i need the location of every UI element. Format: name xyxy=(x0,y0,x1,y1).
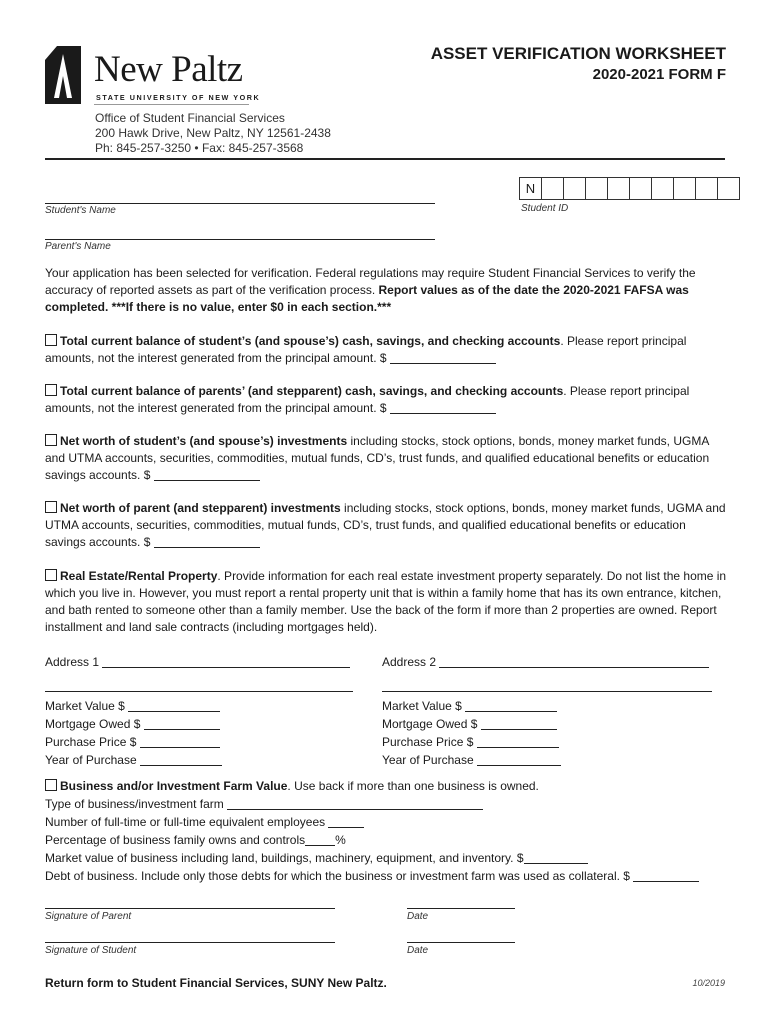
parent-date-field[interactable] xyxy=(407,898,515,909)
student-id-field[interactable] xyxy=(520,177,740,200)
parent-signature-field[interactable] xyxy=(45,898,335,909)
checkbox[interactable] xyxy=(45,779,57,791)
year-of-purchase-1-field[interactable] xyxy=(140,765,222,766)
section-text: . Please report principal amounts, not the interest generated from the principal amount. $ xyxy=(45,334,687,365)
section-heading: Real Estate/Rental Property xyxy=(60,569,218,583)
market-value-2-field[interactable] xyxy=(465,711,557,712)
student-id-prefix: N xyxy=(519,177,542,200)
section-heading: Business and/or Investment Farm Value xyxy=(60,779,288,793)
logo-name: New Paltz xyxy=(94,49,243,90)
purchase-price-1-field[interactable] xyxy=(140,747,220,748)
section-text: . Use back if more than one business is owned. xyxy=(287,779,539,793)
checkbox[interactable] xyxy=(45,384,57,396)
student-signature-label: Signature of Student xyxy=(45,945,137,956)
checkbox[interactable] xyxy=(45,334,57,346)
market-value-1-field[interactable] xyxy=(128,711,220,712)
parent-date-label: Date xyxy=(407,911,429,922)
business-debt-field[interactable] xyxy=(633,881,699,882)
form-year: 2020-2021 FORM F xyxy=(592,66,726,83)
section-heading: Total current balance of student’s (and spouse’s) cash, savings, and checking accounts xyxy=(60,334,561,348)
mortgage-owed-label: Mortgage Owed $ xyxy=(45,717,141,731)
section-heading: Net worth of student’s (and spouse’s) investments xyxy=(60,434,348,448)
address-2-label: Address 2 xyxy=(382,655,437,669)
property-1 xyxy=(45,653,353,769)
purchase-price-label: Purchase Price $ xyxy=(382,735,474,749)
parent-name-label: Parent's Name xyxy=(45,241,111,252)
student-id-digit[interactable] xyxy=(673,177,696,200)
office-line: Office of Student Financial Services xyxy=(95,111,285,125)
parent-signature-label: Signature of Parent xyxy=(45,911,132,922)
student-investments-amount[interactable] xyxy=(154,480,260,481)
new-paltz-logo-mark-icon xyxy=(45,46,81,104)
address-2-line2-field[interactable] xyxy=(382,691,712,692)
percentage-label: Percentage of business family owns and controls xyxy=(45,833,306,847)
office-line: 200 Hawk Drive, New Paltz, NY 12561-2438 xyxy=(95,126,331,140)
student-date-label: Date xyxy=(407,945,429,956)
employees-label: Number of full-time or full-time equivalent employees xyxy=(45,815,326,829)
student-id-digit[interactable] xyxy=(585,177,608,200)
mortgage-owed-1-field[interactable] xyxy=(144,729,220,730)
logo-divider xyxy=(94,104,249,105)
student-id-digit[interactable] xyxy=(717,177,740,200)
section-heading: Total current balance of parents’ (and stepparent) cash, savings, and checking accounts xyxy=(60,384,564,398)
section-business xyxy=(45,777,735,885)
year-of-purchase-2-field[interactable] xyxy=(477,765,561,766)
student-name-field[interactable] xyxy=(45,190,435,204)
header-divider xyxy=(45,158,725,160)
student-name-label: Student's Name xyxy=(45,205,116,216)
section-parent-investments xyxy=(45,500,729,551)
checkbox[interactable] xyxy=(45,501,57,513)
parent-cash-amount[interactable] xyxy=(390,413,496,414)
market-value-label: Market Value $ xyxy=(45,699,125,713)
address-1-field[interactable] xyxy=(102,667,350,668)
parent-investments-amount[interactable] xyxy=(154,547,260,548)
student-id-label: Student ID xyxy=(521,203,569,214)
student-cash-amount[interactable] xyxy=(390,363,496,364)
student-id-digit[interactable] xyxy=(541,177,564,200)
student-date-field[interactable] xyxy=(407,932,515,943)
section-text: . Provide information for each real estate investment property separately. Do not list the home in which you live in. However, you must report a rental property unit that is within a family home that has its own entrance, kitchen, and bath rented to someone other than a family member. Use the back of the form if more than 2 properties are owned. Report installment and land sale contracts (including mortgages held). xyxy=(45,569,727,634)
student-id-digit[interactable] xyxy=(607,177,630,200)
checkbox[interactable] xyxy=(45,434,57,446)
section-student-investments xyxy=(45,433,729,484)
student-id-digit[interactable] xyxy=(695,177,718,200)
business-type-field[interactable] xyxy=(227,809,483,810)
student-id-digit[interactable] xyxy=(651,177,674,200)
section-text: including stocks, stock options, bonds, money market funds, UGMA and UTMA accounts, securities, commodities, mutual funds, CD’s, trust funds, and qualified educational benefits or education savings accounts. $ xyxy=(45,501,726,549)
address-1-line2-field[interactable] xyxy=(45,691,353,692)
year-of-purchase-label: Year of Purchase xyxy=(382,753,474,767)
office-address xyxy=(95,111,331,156)
intro-paragraph xyxy=(45,265,729,316)
mortgage-owed-label: Mortgage Owed $ xyxy=(382,717,478,731)
parent-name-field[interactable] xyxy=(45,226,435,240)
section-real-estate xyxy=(45,568,729,636)
year-of-purchase-label: Year of Purchase xyxy=(45,753,137,767)
business-market-value-field[interactable] xyxy=(524,863,588,864)
checkbox[interactable] xyxy=(45,569,57,581)
purchase-price-label: Purchase Price $ xyxy=(45,735,137,749)
section-text: including stocks, stock options, bonds, money market funds, UGMA and UTMA accounts, securities, commodities, mutual funds, CD’s, trust funds, and qualified educational benefits or education savings accounts. $ xyxy=(45,434,710,482)
percent-sign: % xyxy=(335,833,346,847)
business-debt-label: Debt of business. Include only those debts for which the business or investment farm was used as collateral. $ xyxy=(45,869,630,883)
section-student-cash xyxy=(45,333,729,367)
intro-text: Your application has been selected for verification. Federal regulations may require Student Financial Services to verify the accuracy of reported assets as part of the verification process. xyxy=(45,266,696,297)
business-type-label: Type of business/investment farm xyxy=(45,797,224,811)
form-title: ASSET VERIFICATION WORKSHEET xyxy=(430,44,726,63)
business-market-value-label: Market value of business including land, buildings, machinery, equipment, and inventory. $ xyxy=(45,851,524,865)
market-value-label: Market Value $ xyxy=(382,699,462,713)
percentage-field[interactable] xyxy=(305,845,335,846)
employees-field[interactable] xyxy=(328,827,364,828)
section-text: . Please report principal amounts, not the interest generated from the principal amount. $ xyxy=(45,384,690,415)
student-id-digit[interactable] xyxy=(629,177,652,200)
form-version: 10/2019 xyxy=(692,978,725,988)
student-id-digit[interactable] xyxy=(563,177,586,200)
office-line: Ph: 845-257-3250 • Fax: 845-257-3568 xyxy=(95,141,304,155)
section-heading: Net worth of parent (and stepparent) investments xyxy=(60,501,341,515)
mortgage-owed-2-field[interactable] xyxy=(481,729,557,730)
purchase-price-2-field[interactable] xyxy=(477,747,559,748)
section-parent-cash xyxy=(45,383,729,417)
intro-bold: Report values as of the date the 2020-2021 FAFSA was completed. ***If there is no value, enter $0 in each section.*** xyxy=(45,283,689,314)
return-instructions: Return form to Student Financial Services, SUNY New Paltz. xyxy=(45,976,387,990)
property-2 xyxy=(382,653,712,769)
address-2-field[interactable] xyxy=(439,667,709,668)
logo-subtitle: STATE UNIVERSITY OF NEW YORK xyxy=(96,93,261,102)
student-signature-field[interactable] xyxy=(45,932,335,943)
address-1-label: Address 1 xyxy=(45,655,100,669)
